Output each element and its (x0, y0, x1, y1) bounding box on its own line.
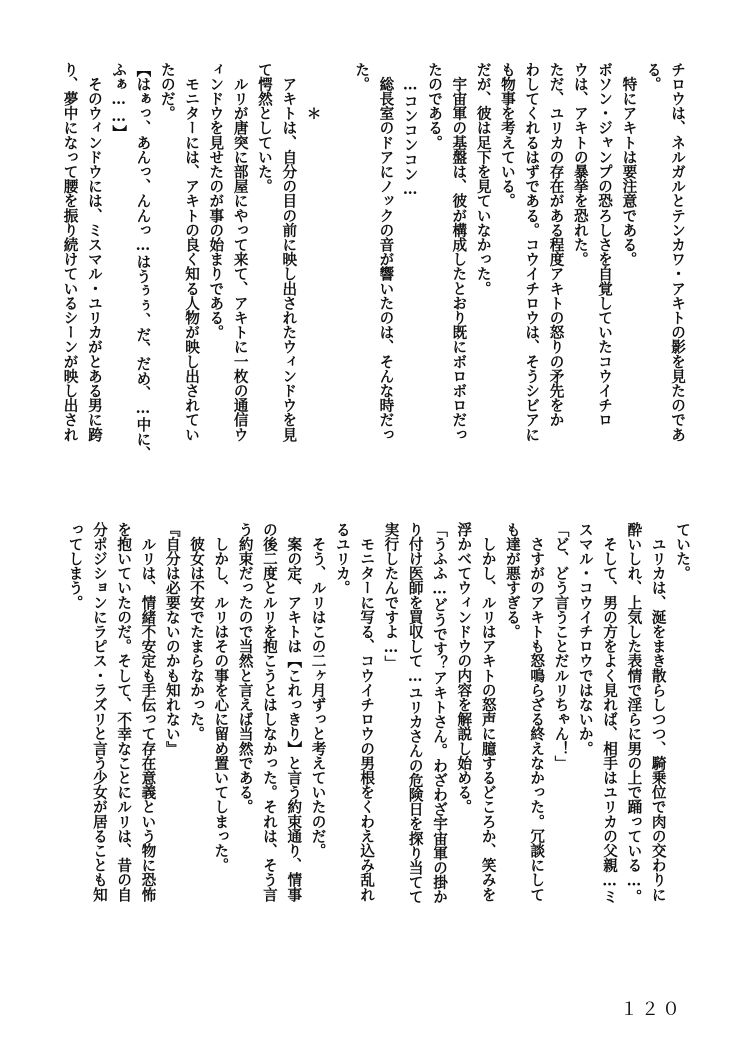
text-line: そして、男の方をよく見れば、相手はユリカの父親…ミ (601, 522, 619, 904)
text-line: 『自分は必要ないのかも知れない』 (163, 522, 181, 756)
text-line: ってしまう。 (66, 522, 84, 610)
text-line: 実行したんですよ…」 (382, 522, 400, 671)
text-block-bottom (64, 522, 694, 982)
text-line: 総長室のドアにノックの音が響いたのは、そんな時だっ (377, 62, 395, 442)
page-number: １２０ (620, 999, 683, 1020)
text-line: 「うふふ…どうです？アキトさん。わざわざ宇宙軍の掛か (431, 522, 449, 904)
text-line: …コンコンコン… (401, 62, 419, 199)
text-line: り付け医師を買収して…ユリカさんの危険日を探り当てて (406, 522, 424, 904)
text-line: そのウィンドウには、ミスマル・ユリカがとある男に跨 (85, 62, 103, 442)
text-line: て愕然としていた。 (255, 62, 273, 194)
text-line: モニターには、アキトの良く知る人物が映し出されてい (183, 62, 201, 442)
text-line: ルリは、情緒不安定も手伝って存在意義という物に恐怖 (139, 522, 157, 902)
text-line: アキトは、自分の目の前に映し出されたウィンドウを見 (280, 62, 298, 442)
text-line: たのだ。 (158, 62, 176, 121)
text-line: も物事を考えている。 (498, 62, 516, 208)
text-line: しかし、ルリはアキトの怒声に臆するどころか、笑みを (479, 522, 497, 902)
text-line: ルリが唐突に部屋にやって来て、アキトに一枚の通信ウ (231, 62, 249, 442)
text-line: 宇宙軍の基盤は、彼が構成したとおり既にボロボロだっ (450, 62, 468, 442)
text-line: ボソン・ジャンプの恐ろしさを自覚していたコウイチロ (596, 62, 614, 427)
text-line: た。 (353, 62, 371, 92)
text-line: ユリカは、涎をまき散らしつつ、騎乗位で肉の交わりに (649, 522, 667, 902)
text-line: 【はぁっ、あんっ、んんっ…はうぅぅ、だ、だめ、…中に、 (134, 62, 152, 461)
text-line: 酔いしれ、上気した表情で淫らに男の上で踊っている…。 (625, 522, 643, 904)
text-line: ウは、アキトの暴挙を恐れた。 (571, 62, 589, 267)
text-line: わしてくれるはずである。コウイチロウは、そうシビアに (523, 62, 541, 442)
text-line: 浮かべてウィンドウの内容を解説し始める。 (455, 522, 473, 814)
text-line: 案の定、アキトは【これっきり】と言う約束通り、情事 (285, 522, 303, 902)
text-line: 彼女は不安でたまらなかった。 (188, 522, 206, 741)
text-line: さすがのアキトも怒鳴らざる終えなかった。冗談にして (528, 522, 546, 902)
text-line: スマル・コウイチロウではないか。 (576, 522, 594, 756)
text-line: ふぁ……】 (110, 62, 128, 140)
text-line: ただ、ユリカの存在がある程度アキトの怒りの矛先をか (547, 62, 565, 427)
text-line: だが、彼は足下を見ていなかった。 (474, 62, 492, 296)
text-line: ていた。 (674, 522, 691, 581)
text-line: そう、ルリはこの二ヶ月ずっと考えていたのだ。 (309, 522, 327, 858)
text-line: り、夢中になって腰を振り続けているシーンが映し出され (61, 62, 79, 442)
text-line: チロウは、ネルガルとテンカワ・アキトの影を見たのであ (669, 62, 686, 442)
text-line: ＊ (304, 62, 322, 121)
text-line: る。 (644, 62, 662, 92)
text-line (325, 62, 349, 512)
text-line: モニターに写る、コウイチロウの男根をくわえ込み乱れ (358, 522, 376, 902)
text-line: たのである。 (426, 62, 444, 150)
text-line: 特にアキトは要注意である。 (620, 62, 638, 267)
text-line: 分ポジションにラピス・ラズリと言う少女が居ることも知 (90, 522, 108, 902)
text-line: の後二度とルリを抱こうとはしなかった。それは、そう言 (260, 522, 278, 902)
text-line: るユリカ。 (333, 522, 351, 595)
text-line: 「ど、どう言うことだルリちゃん！」 (552, 522, 570, 771)
text-block-top (61, 62, 689, 512)
text-line: しかし、ルリはその事を心に留め置いてしまった。 (212, 522, 230, 873)
text-line: ィンドウを見せたのが事の始まりである。 (207, 62, 225, 340)
text-line: を抱いていたのだ。そして、不幸なことにルリは、昔の自 (115, 522, 133, 902)
text-line: う約束だったので当然と言えば当然である。 (236, 522, 254, 814)
text-line: も達が悪すぎる。 (503, 522, 521, 639)
